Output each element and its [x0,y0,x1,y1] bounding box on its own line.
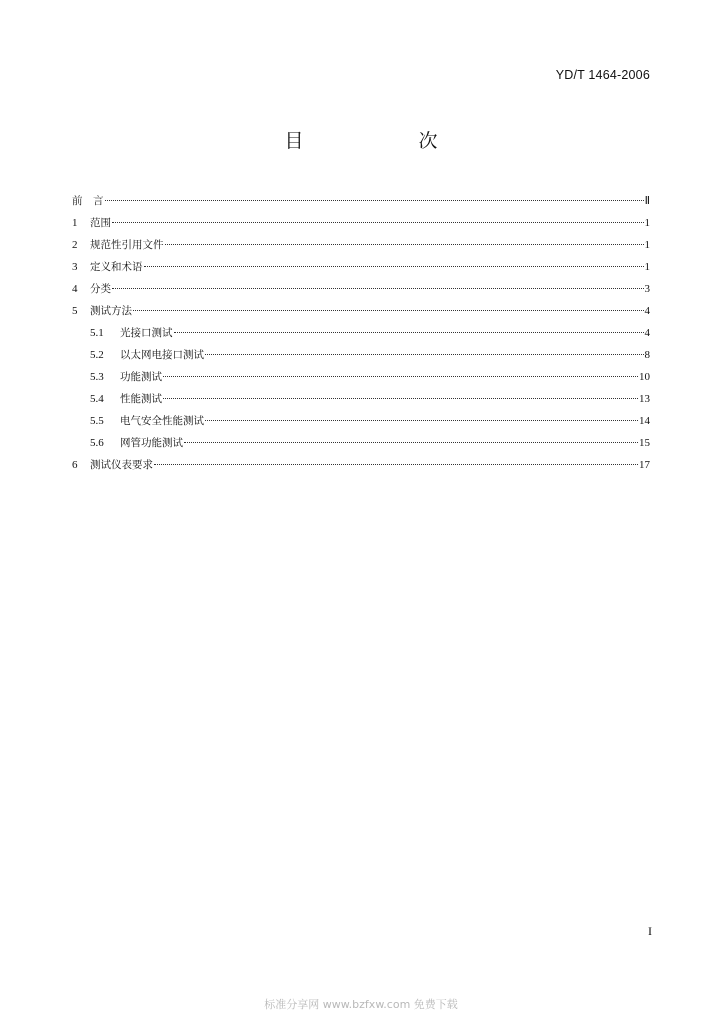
toc-entry-5-5[interactable] [72,410,650,432]
toc-entry-5-3[interactable] [72,366,650,388]
toc-entry-5-1[interactable] [72,322,650,344]
toc-label: 测试仪表要求 [90,459,153,471]
toc-page: 4 [644,327,650,339]
toc-entry-4[interactable] [72,278,650,300]
toc-label: 定义和术语 [90,261,143,273]
toc-number: 5.3 [90,371,104,383]
toc-entry-5-6[interactable] [72,432,650,454]
toc-label: 规范性引用文件 [90,239,164,251]
toc-number: 5.6 [90,437,104,449]
toc-number: 5.4 [90,393,104,405]
toc-page: 1 [644,239,650,251]
dot-leader [105,200,644,201]
toc-entry-foreword[interactable] [72,190,650,212]
toc-label: 网管功能测试 [120,437,183,449]
dot-leader [112,288,644,289]
toc-number: 5 [72,305,78,317]
toc-number: 1 [72,217,78,229]
toc-page: Ⅱ [644,195,650,207]
dot-leader [163,376,638,377]
dot-leader [154,464,638,465]
toc-number: 4 [72,283,78,295]
toc-number: 6 [72,459,78,471]
dot-leader [163,398,638,399]
dot-leader [184,442,638,443]
toc-page: 1 [644,261,650,273]
toc-entry-5-2[interactable] [72,344,650,366]
toc-number: 2 [72,239,78,251]
standard-code: YD/T 1464-2006 [555,68,650,82]
toc-label: 性能测试 [120,393,162,405]
toc-label: 以太网电接口测试 [120,349,204,361]
dot-leader [144,266,644,267]
toc-page: 14 [639,415,650,427]
toc-entry-6[interactable] [72,454,650,476]
toc-entry-5[interactable] [72,300,650,322]
toc-page: 13 [639,393,650,405]
toc-number: 3 [72,261,78,273]
dot-leader [133,310,644,311]
toc-label: 范围 [90,217,111,229]
page-title: 目 次 [284,130,486,152]
toc-number: 5.2 [90,349,104,361]
dot-leader [165,244,644,245]
toc-entry-1[interactable] [72,212,650,234]
toc-number: 5.5 [90,415,104,427]
table-of-contents [72,190,650,476]
toc-page: 10 [639,371,650,383]
dot-leader [205,354,644,355]
toc-label: 电气安全性能测试 [120,415,204,427]
toc-entry-5-4[interactable] [72,388,650,410]
toc-page: 17 [639,459,650,471]
toc-label: 分类 [90,283,111,295]
toc-entry-3[interactable] [72,256,650,278]
toc-label: 光接口测试 [120,327,173,339]
toc-page: 3 [644,283,650,295]
toc-label: 测试方法 [90,305,132,317]
toc-label: 前 言 [72,195,104,207]
toc-page: 8 [644,349,650,361]
dot-leader [205,420,638,421]
watermark: 标准分享网 www.bzfxw.com 免费下载 [264,998,458,1011]
dot-leader [174,332,644,333]
page-number: I [648,924,652,938]
toc-page: 1 [644,217,650,229]
toc-page: 4 [644,305,650,317]
toc-entry-2[interactable] [72,234,650,256]
toc-label: 功能测试 [120,371,162,383]
toc-page: 15 [639,437,650,449]
toc-number: 5.1 [90,327,104,339]
dot-leader [112,222,644,223]
